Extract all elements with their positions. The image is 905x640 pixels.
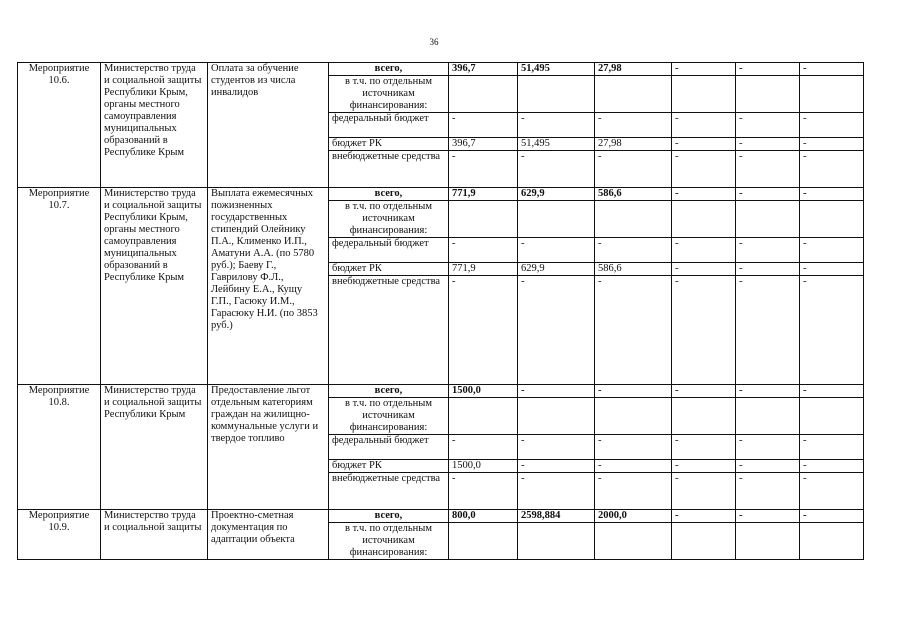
source-extra-label: внебюджетные средства: [329, 276, 449, 385]
value-cell: -: [672, 510, 736, 523]
value-cell: -: [595, 460, 672, 473]
value-cell: -: [518, 385, 595, 398]
value-cell: 771,9: [449, 188, 518, 201]
value-cell: -: [672, 238, 736, 263]
value-cell: -: [800, 63, 864, 76]
value-cell: [518, 523, 595, 560]
measure-description: Выплата ежемесячных пожизненных государственных стипендий Олейнику П.А., Клименко И.П., Аматуни А.А. (по 5780 руб.); Баеву Г., Гаврилову Ф.Л., Лейбину Е.А., Кущу Г.П., Гасюку И.М., Гарасюку Н.И. (по 3853 руб.): [208, 188, 329, 385]
source-rk-label: бюджет РК: [329, 460, 449, 473]
value-cell: 1500,0: [449, 385, 518, 398]
measure-id: Мероприятие 10.6.: [18, 63, 101, 188]
source-federal-label: федеральный бюджет: [329, 435, 449, 460]
value-cell: [449, 76, 518, 113]
value-cell: -: [736, 385, 800, 398]
source-rk-label: бюджет РК: [329, 138, 449, 151]
value-cell: 27,98: [595, 138, 672, 151]
value-cell: -: [672, 188, 736, 201]
value-cell: 27,98: [595, 63, 672, 76]
value-cell: 800,0: [449, 510, 518, 523]
value-cell: [449, 523, 518, 560]
value-cell: [595, 398, 672, 435]
value-cell: [449, 201, 518, 238]
value-cell: 51,495: [518, 138, 595, 151]
value-cell: -: [800, 138, 864, 151]
value-cell: -: [518, 238, 595, 263]
measure-10-6: [18, 63, 864, 188]
measure-id: Мероприятие 10.8.: [18, 385, 101, 510]
value-cell: -: [736, 460, 800, 473]
value-cell: -: [672, 435, 736, 460]
measure-description: Предоставление льгот отдельным категориям граждан на жилищно-коммунальные услуги и твердое топливо: [208, 385, 329, 510]
source-rk-label: бюджет РК: [329, 263, 449, 276]
value-cell: -: [672, 276, 736, 385]
value-cell: -: [736, 510, 800, 523]
source-federal-label: федеральный бюджет: [329, 238, 449, 263]
value-cell: 396,7: [449, 138, 518, 151]
value-cell: -: [672, 385, 736, 398]
source-extra-label: внебюджетные средства: [329, 151, 449, 188]
value-cell: -: [736, 263, 800, 276]
measure-10-9: [18, 510, 864, 560]
value-cell: -: [518, 276, 595, 385]
value-cell: -: [518, 473, 595, 510]
value-cell: 2598,884: [518, 510, 595, 523]
measure-description: Проектно-сметная документация по адаптации объекта: [208, 510, 329, 560]
value-cell: -: [800, 385, 864, 398]
value-cell: -: [800, 238, 864, 263]
measure-executor: Министерство труда и социальной защиты Республики Крым, органы местного самоуправления муниципальных образований в Республике Крым: [101, 63, 208, 188]
value-cell: -: [736, 63, 800, 76]
value-cell: -: [800, 435, 864, 460]
value-cell: -: [595, 385, 672, 398]
value-cell: -: [595, 435, 672, 460]
value-cell: -: [672, 63, 736, 76]
value-cell: 396,7: [449, 63, 518, 76]
value-cell: -: [595, 238, 672, 263]
measure-10-7: [18, 188, 864, 385]
value-cell: -: [518, 435, 595, 460]
value-cell: -: [800, 473, 864, 510]
value-cell: -: [595, 113, 672, 138]
value-cell: [672, 201, 736, 238]
measure-id: Мероприятие 10.9.: [18, 510, 101, 560]
value-cell: [672, 398, 736, 435]
value-cell: -: [518, 113, 595, 138]
value-cell: -: [800, 113, 864, 138]
value-cell: -: [736, 138, 800, 151]
value-cell: [736, 523, 800, 560]
measure-10-8: [18, 385, 864, 510]
value-cell: [800, 523, 864, 560]
page-number: 36: [429, 37, 439, 47]
value-cell: 629,9: [518, 188, 595, 201]
value-cell: [672, 523, 736, 560]
measure-description: Оплата за обучение студентов из числа инвалидов: [208, 63, 329, 188]
source-note-label: в т.ч. по отдельным источникам финансирования:: [329, 523, 449, 560]
value-cell: 51,495: [518, 63, 595, 76]
value-cell: -: [595, 276, 672, 385]
value-cell: -: [800, 151, 864, 188]
value-cell: [800, 76, 864, 113]
source-extra-label: внебюджетные средства: [329, 473, 449, 510]
source-note-label: в т.ч. по отдельным источникам финансирования:: [329, 76, 449, 113]
value-cell: 629,9: [518, 263, 595, 276]
value-cell: -: [736, 113, 800, 138]
value-cell: -: [672, 138, 736, 151]
value-cell: -: [736, 188, 800, 201]
value-cell: -: [449, 151, 518, 188]
value-cell: -: [449, 435, 518, 460]
value-cell: [736, 398, 800, 435]
value-cell: -: [672, 113, 736, 138]
value-cell: 2000,0: [595, 510, 672, 523]
value-cell: [518, 201, 595, 238]
value-cell: -: [736, 435, 800, 460]
value-cell: -: [736, 151, 800, 188]
value-cell: -: [736, 473, 800, 510]
source-total-label: всего,: [329, 188, 449, 201]
value-cell: -: [800, 510, 864, 523]
source-total-label: всего,: [329, 385, 449, 398]
value-cell: -: [449, 238, 518, 263]
financing-table: [17, 62, 864, 560]
value-cell: -: [595, 473, 672, 510]
measure-executor: Министерство труда и социальной защиты: [101, 510, 208, 560]
value-cell: -: [672, 473, 736, 510]
measure-executor: Министерство труда и социальной защиты Республики Крым, органы местного самоуправления муниципальных образований в Республике Крым: [101, 188, 208, 385]
value-cell: -: [449, 473, 518, 510]
value-cell: -: [800, 188, 864, 201]
value-cell: -: [736, 276, 800, 385]
value-cell: [518, 398, 595, 435]
source-total-label: всего,: [329, 510, 449, 523]
source-note-label: в т.ч. по отдельным источникам финансирования:: [329, 398, 449, 435]
value-cell: -: [518, 460, 595, 473]
value-cell: -: [736, 238, 800, 263]
value-cell: 771,9: [449, 263, 518, 276]
source-federal-label: федеральный бюджет: [329, 113, 449, 138]
value-cell: -: [672, 151, 736, 188]
value-cell: [595, 523, 672, 560]
value-cell: [736, 201, 800, 238]
value-cell: [518, 76, 595, 113]
value-cell: [672, 76, 736, 113]
value-cell: 586,6: [595, 188, 672, 201]
value-cell: [800, 398, 864, 435]
source-note-label: в т.ч. по отдельным источникам финансирования:: [329, 201, 449, 238]
value-cell: [595, 201, 672, 238]
value-cell: -: [800, 276, 864, 385]
value-cell: [595, 76, 672, 113]
source-total-label: всего,: [329, 63, 449, 76]
value-cell: 1500,0: [449, 460, 518, 473]
value-cell: -: [672, 263, 736, 276]
value-cell: -: [672, 460, 736, 473]
value-cell: [800, 201, 864, 238]
value-cell: -: [800, 263, 864, 276]
value-cell: [736, 76, 800, 113]
measure-id: Мероприятие 10.7.: [18, 188, 101, 385]
value-cell: -: [800, 460, 864, 473]
value-cell: [449, 398, 518, 435]
value-cell: -: [518, 151, 595, 188]
measure-executor: Министерство труда и социальной защиты Республики Крым: [101, 385, 208, 510]
value-cell: -: [449, 113, 518, 138]
value-cell: -: [449, 276, 518, 385]
value-cell: -: [595, 151, 672, 188]
value-cell: 586,6: [595, 263, 672, 276]
